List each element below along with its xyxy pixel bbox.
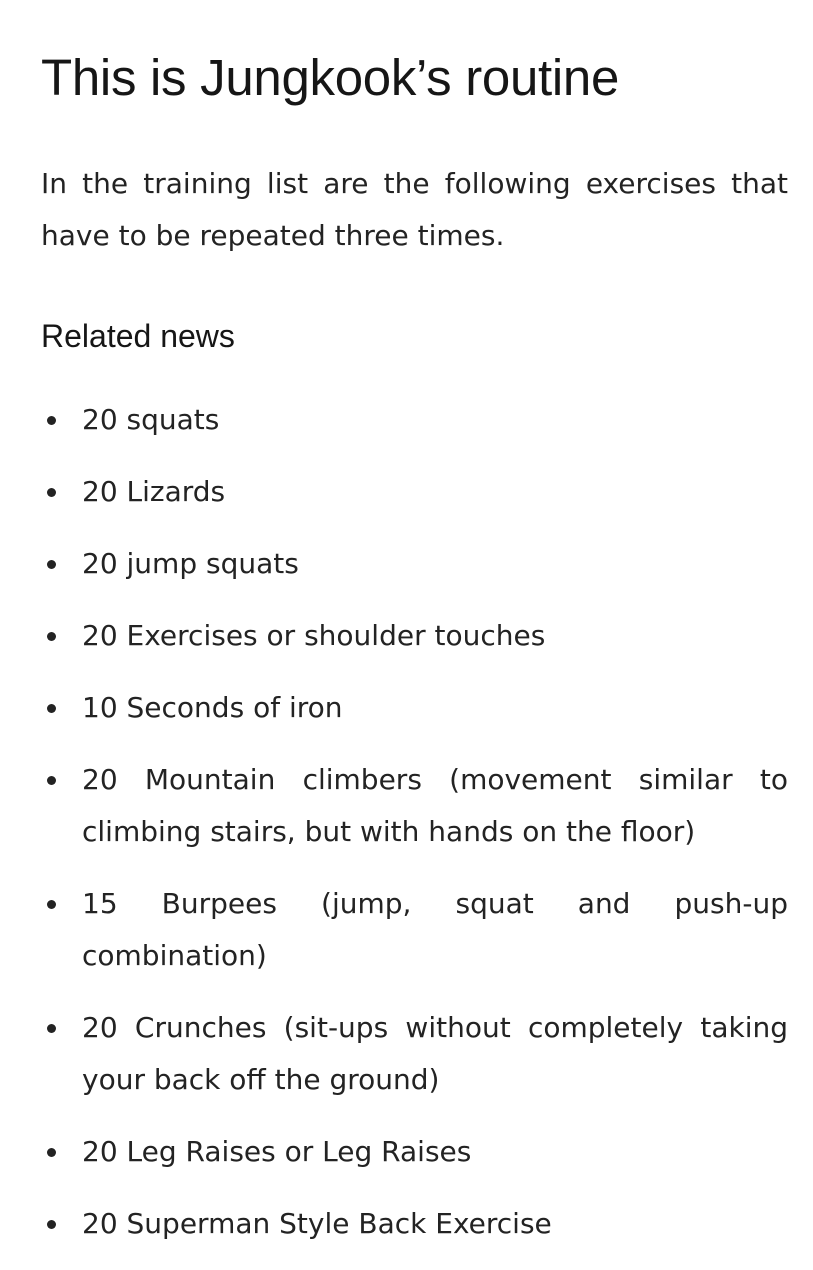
- bullet-dot-icon: [47, 776, 56, 785]
- intro-paragraph: In the training list are the following exercises that have to be repeated three times.: [41, 167, 788, 252]
- bullet-dot-icon: [47, 900, 56, 909]
- exercise-text: 20 Mountain climbers (movement similar to climbing stairs, but with hands on the floor): [82, 763, 788, 848]
- related-news-heading: Related news: [41, 318, 235, 354]
- bullet-dot-icon: [47, 488, 56, 497]
- exercise-text: 20 Superman Style Back Exercise: [82, 1207, 552, 1240]
- list-item: [41, 878, 788, 982]
- bullet-dot-icon: [47, 1220, 56, 1229]
- exercise-text: 20 Lizards: [82, 475, 226, 508]
- bullet-dot-icon: [47, 632, 56, 641]
- bullet-dot-icon: [47, 1148, 56, 1157]
- exercise-text: 20 squats: [82, 403, 220, 436]
- exercise-text: 20 Leg Raises or Leg Raises: [82, 1135, 472, 1168]
- list-item: [41, 754, 788, 858]
- bullet-dot-icon: [47, 1024, 56, 1033]
- list-item: [41, 1126, 788, 1178]
- list-item: [41, 1002, 788, 1106]
- list-item: [41, 466, 788, 518]
- bullet-dot-icon: [47, 560, 56, 569]
- exercise-text: 10 Seconds of iron: [82, 691, 343, 724]
- article-title: This is Jungkook’s routine: [41, 49, 620, 106]
- exercise-text: 20 Crunches (sit-ups without completely taking your back off the ground): [82, 1011, 788, 1096]
- list-item: [41, 610, 788, 662]
- exercise-text: 15 Burpees (jump, squat and push-up combination): [82, 887, 788, 972]
- list-item: [41, 538, 788, 590]
- exercise-text: 20 Exercises or shoulder touches: [82, 619, 546, 652]
- bullet-dot-icon: [47, 416, 56, 425]
- exercise-text: 20 jump squats: [82, 547, 299, 580]
- list-item: [41, 682, 788, 734]
- bullet-dot-icon: [47, 704, 56, 713]
- list-item: [41, 1198, 788, 1250]
- exercise-list: [41, 394, 788, 1270]
- list-item: [41, 394, 788, 446]
